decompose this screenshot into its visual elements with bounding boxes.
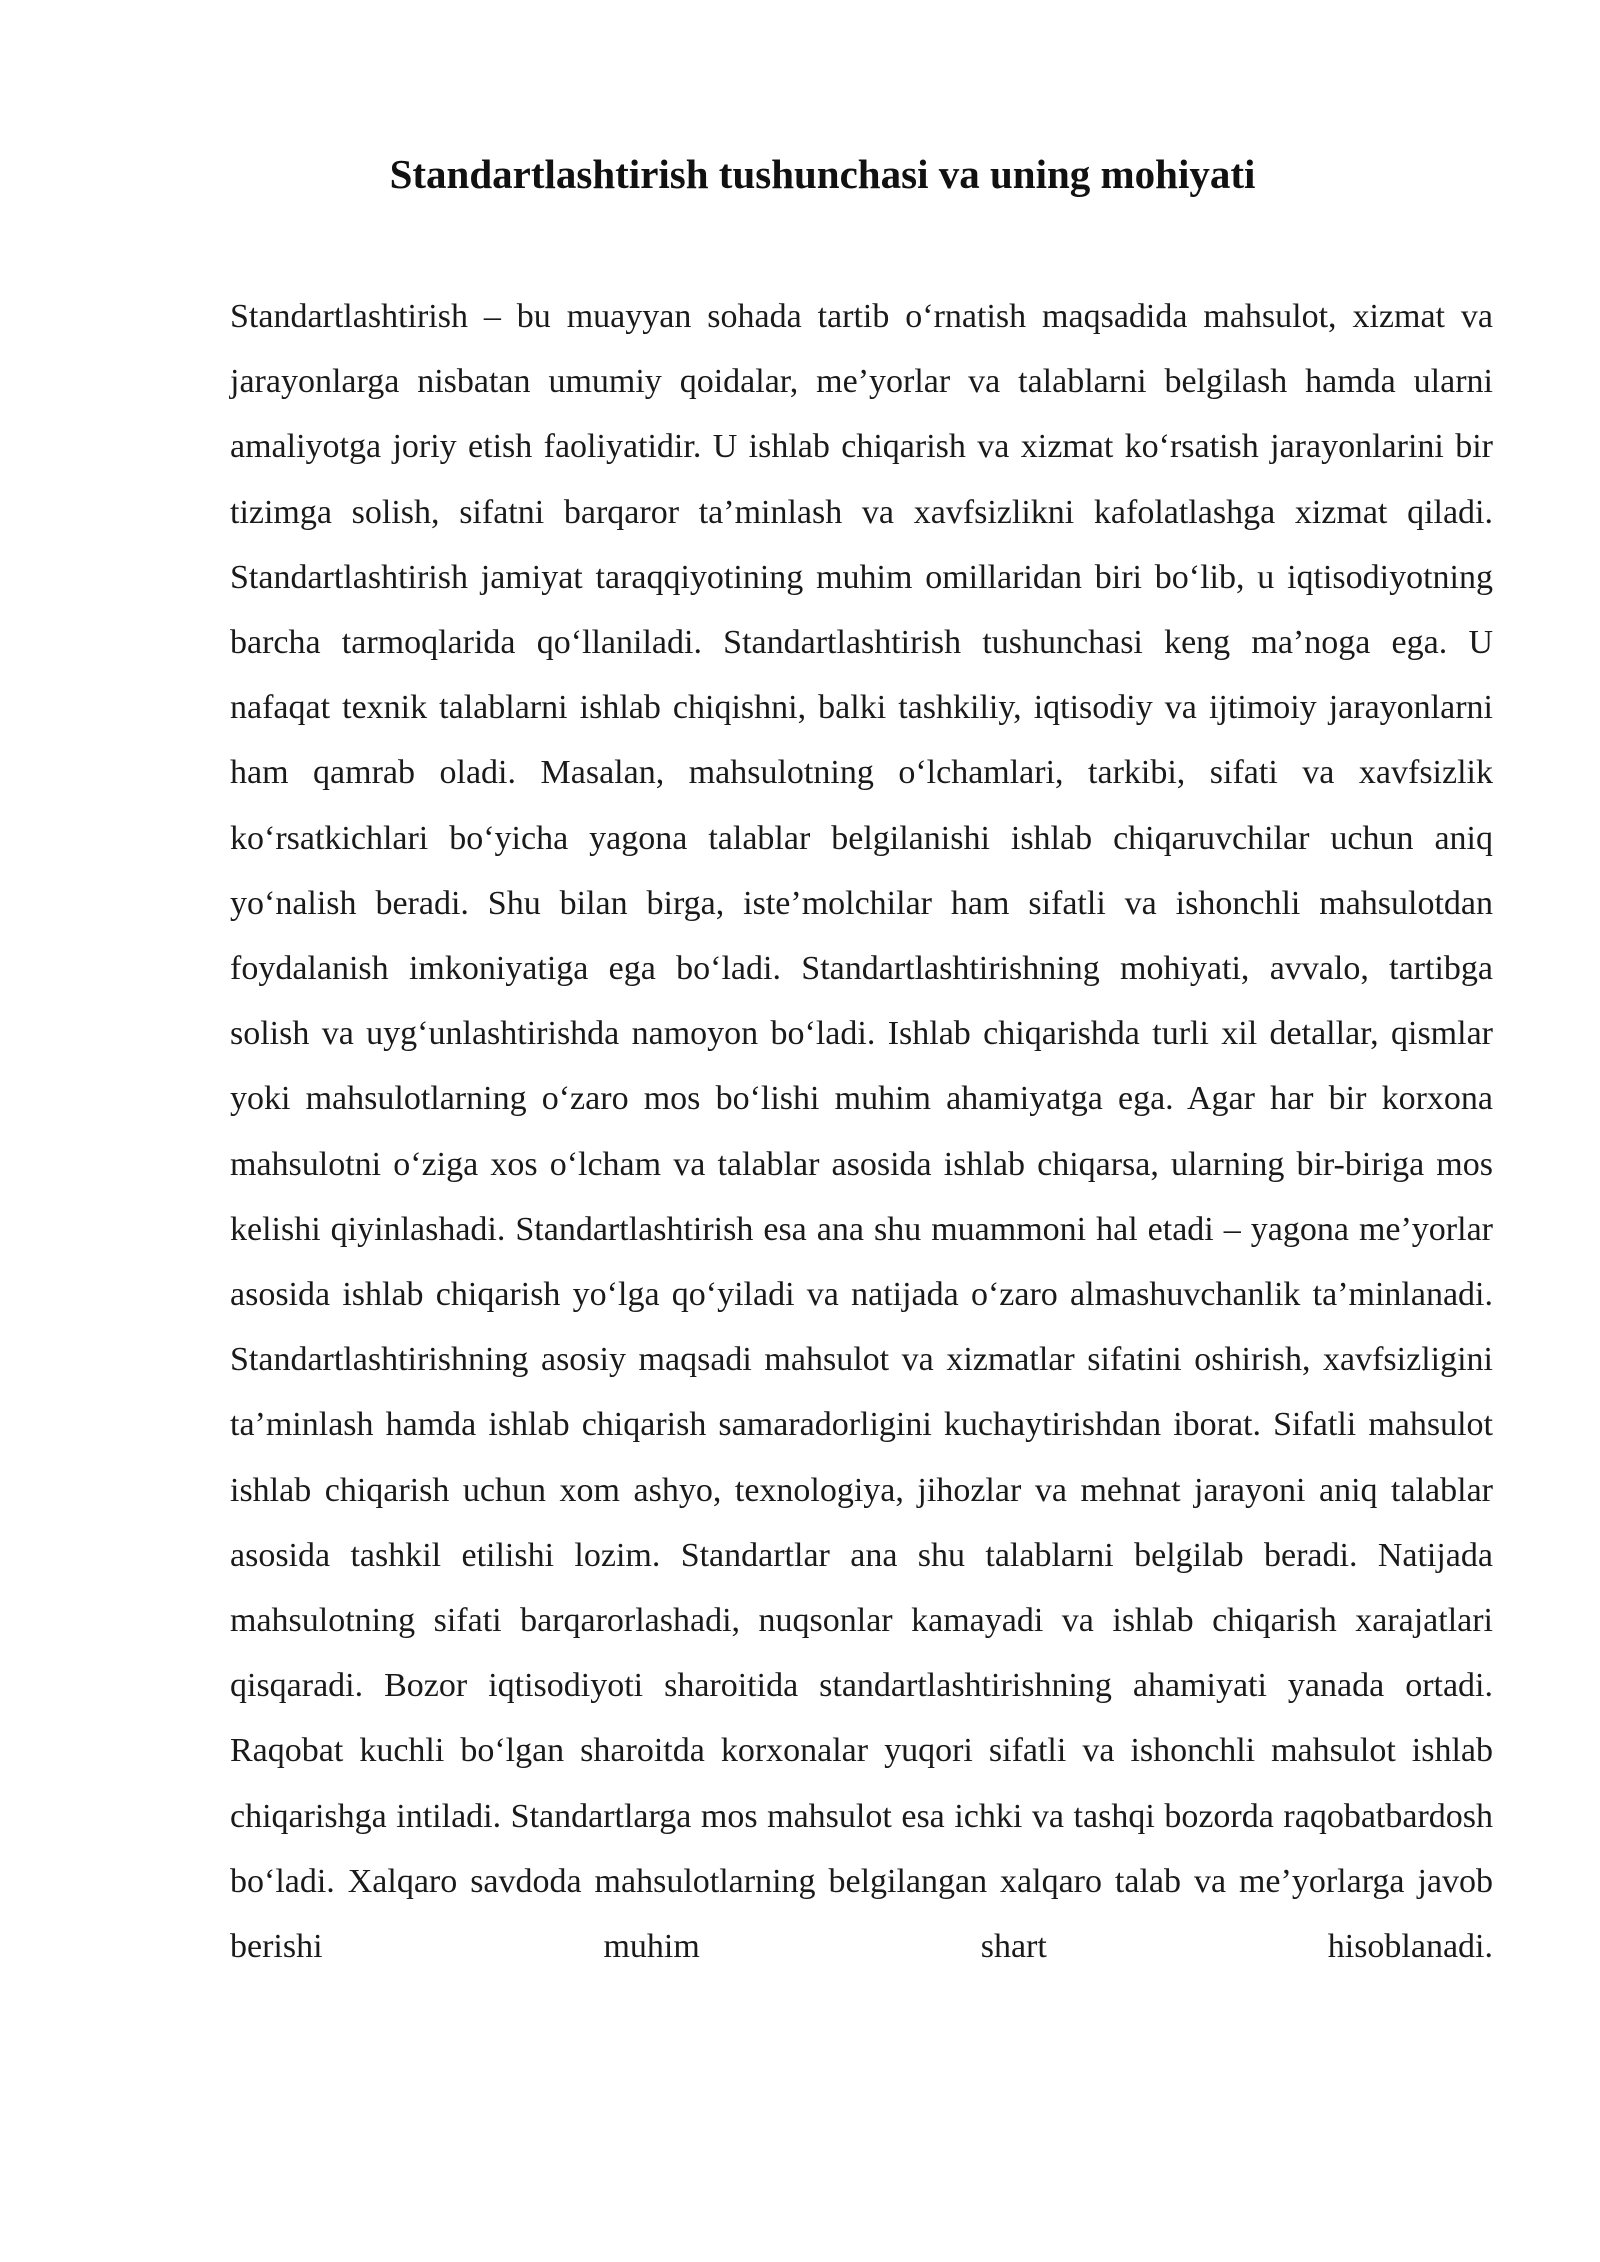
- document-title: Standartlashtirish tushunchasi va uning mohiyati: [389, 151, 1256, 197]
- body-paragraph: Standartlashtirish – bu muayyan sohada tartib o‘rnatish maqsadida mahsulot, xizmat va jarayonlarga nisbatan umumiy qoidalar, me’yorlar va talablarni belgilash hamda ularni amaliyotga joriy etish faoliyatidir. U ishlab chiqarish va xizmat ko‘rsatish jarayonlarini bir tizimga solish, sifatni barqaror ta’minlash va xavfsizlikni kafolatlashga xizmat qiladi. Standartlashtirish jamiyat taraqqiyotining muhim omillaridan biri bo‘lib, u iqtisodiyotning barcha tarmoqlarida qo‘llaniladi. Standartlashtirish tushunchasi keng ma’noga ega. U nafaqat texnik talablarni ishlab chiqishni, balki tashkiliy, iqtisodiy va ijtimoiy jarayonlarni ham qamrab oladi. Masalan, mahsulotning o‘lchamlari, tarkibi, sifati va xavfsizlik ko‘rsatkichlari bo‘yicha yagona talablar belgilanishi ishlab chiqaruvchilar uchun aniq yo‘nalish beradi. Shu bilan birga, iste’molchilar ham sifatli va ishonchli mahsulotdan foydalanish imkoniyatiga ega bo‘ladi. Standartlashtirishning mohiyati, avvalo, tartibga solish va uyg‘unlashtirishda namoyon bo‘ladi. Ishlab chiqarishda turli xil detallar, qismlar yoki mahsulotlarning o‘zaro mos bo‘lishi muhim ahamiyatga ega. Agar har bir korxona mahsulotni o‘ziga xos o‘lcham va talablar asosida ishlab chiqarsa, ularning bir-biriga mos kelishi qiyinlashadi. Standartlashtirish esa ana shu muammoni hal etadi – yagona me’yorlar asosida ishlab chiqarish yo‘lga qo‘yiladi va natijada o‘zaro almashuvchanlik ta’minlanadi. Standartlashtirishning asosiy maqsadi mahsulot va xizmatlar sifatini oshirish, xavfsizligini ta’minlash hamda ishlab chiqarish samaradorligini kuchaytirishdan iborat. Sifatli mahsulot ishlab chiqarish uchun xom ashyo, texnologiya, jihozlar va mehnat jarayoni aniq talablar asosida tashkil etilishi lozim. Standartlar ana shu talablarni belgilab beradi. Natijada mahsulotning sifati barqarorlashadi, nuqsonlar kamayadi va ishlab chiqarish xarajatlari qisqaradi. Bozor iqtisodiyoti sharoitida standartlashtirishning ahamiyati yanada ortadi. Raqobat kuchli bo‘lgan sharoitda korxonalar yuqori sifatli va ishonchli mahsulot ishlab chiqarishga intiladi. Standartlarga mos mahsulot esa ichki va tashqi bozorda raqobatbardosh bo‘ladi. Xalqaro savdoda mahsulotlarning belgilangan xalqaro talab va me’yorlarga javob berishi muhim shart hisoblanadi.: [230, 298, 1493, 1966]
